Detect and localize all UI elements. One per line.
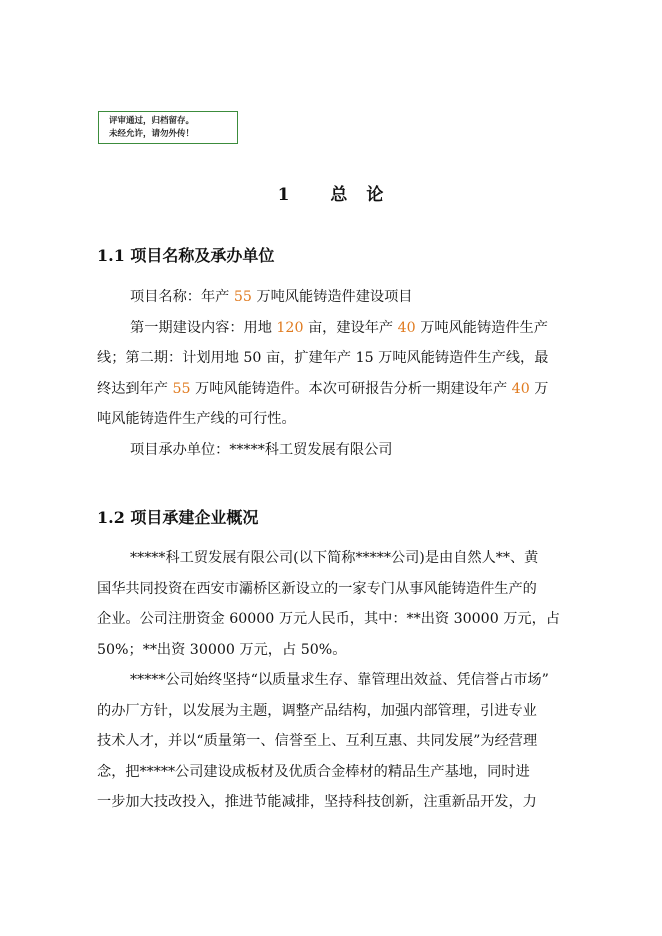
phase-line-3 bbox=[97, 374, 587, 405]
text-run: 万吨风能铸造件。本次可研报告分析一期建设年产 bbox=[190, 380, 512, 397]
company-line-3: 企业。公司注册资金 60000 万元人民币，其中：**出资 30000 万元，占 bbox=[97, 611, 560, 627]
text-run: 终达到年产 bbox=[97, 380, 173, 397]
section-1-2-body bbox=[97, 543, 587, 818]
policy-line-5: 一步加大技改投入，推进节能减排，坚持科技创新，注重新品开发，力 bbox=[97, 794, 537, 810]
highlight-number: 55 bbox=[172, 380, 191, 397]
highlight-number: 40 bbox=[397, 319, 416, 336]
chapter-title bbox=[0, 180, 662, 205]
undertaker-line: 项目承办单位：*****科工贸发展有限公司 bbox=[130, 441, 393, 458]
highlight-number: 55 bbox=[233, 289, 252, 305]
company-line-1: *****科工贸发展有限公司(以下简称*****公司)是由自然人**、黄 bbox=[130, 550, 539, 566]
phase-line-4: 吨风能铸造件生产线的可行性。 bbox=[97, 411, 296, 427]
policy-line-3: 技术人才，并以“质量第一、信誉至上、互利互惠、共同发展”为经营理 bbox=[97, 733, 538, 749]
approval-stamp bbox=[98, 111, 238, 144]
text-run: 万吨风能铸造件生产 bbox=[415, 319, 548, 336]
text-run: 第一期建设内容：用地 bbox=[130, 319, 277, 336]
text-run: 万吨风能铸造件建设项目 bbox=[251, 289, 413, 305]
company-line-2: 国华共同投资在西安市灞桥区新设立的一家专门从事风能铸造件生产的 bbox=[97, 580, 537, 597]
chapter-number: 1 bbox=[277, 185, 291, 205]
chapter-title-part-1: 总 bbox=[330, 185, 349, 205]
text-run: 万 bbox=[529, 380, 549, 397]
section-1-1-body bbox=[97, 282, 587, 465]
company-line-4: 50%；**出资 30000 万元，占 50%。 bbox=[97, 641, 347, 658]
stamp-line-1: 评审通过，归档留存。 bbox=[109, 116, 195, 126]
highlight-number: 40 bbox=[511, 380, 530, 397]
text-run: 亩，建设年产 bbox=[303, 319, 398, 336]
policy-line-1: *****公司始终坚持“以质量求生存、靠管理出效益、凭信誉占市场” bbox=[130, 672, 549, 688]
chapter-title-part-2: 论 bbox=[366, 185, 385, 205]
policy-line-2: 的办厂方针，以发展为主题，调整产品结构，加强内部管理，引进专业 bbox=[97, 702, 537, 719]
section-1-2-heading: 1.2 项目承建企业概况 bbox=[97, 508, 259, 527]
highlight-number: 120 bbox=[276, 319, 304, 336]
section-1-1-heading: 1.1 项目名称及承办单位 bbox=[97, 246, 275, 265]
phase-line-1 bbox=[97, 313, 587, 344]
phase-line-2: 线；第二期：计划用地 50 亩，扩建年产 15 万吨风能铸造件生产线，最 bbox=[97, 350, 549, 366]
text-run: 项目名称：年产 bbox=[130, 289, 234, 305]
policy-line-4: 念，把*****公司建设成板材及优质合金棒材的精品生产基地，同时进 bbox=[97, 763, 530, 780]
stamp-line-2: 未经允许，请勿外传！ bbox=[109, 129, 195, 139]
project-name-line bbox=[97, 282, 587, 313]
